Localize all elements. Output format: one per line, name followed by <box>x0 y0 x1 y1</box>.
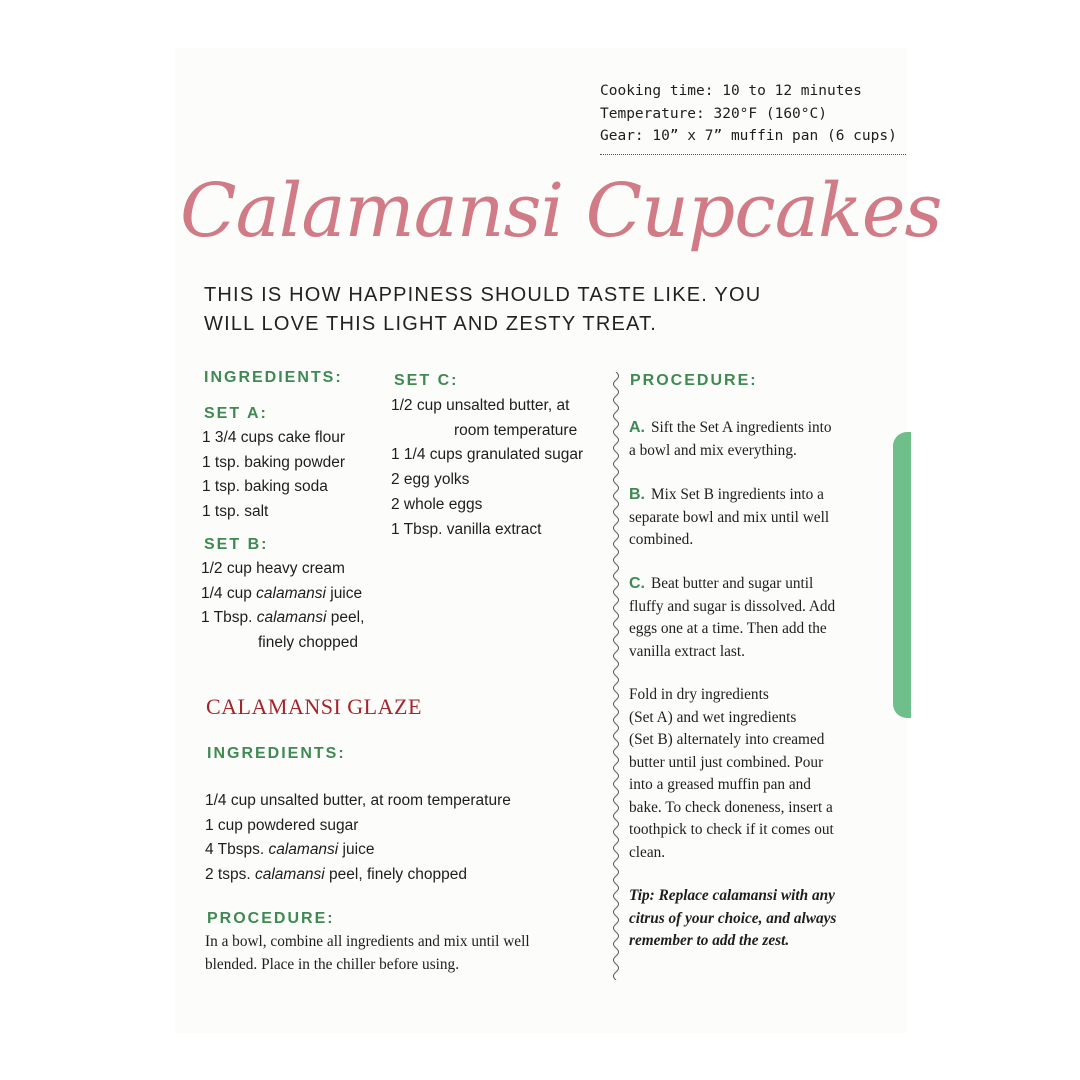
temperature: Temperature: 320°F (160°C) <box>600 105 827 122</box>
glaze-procedure <box>205 931 530 976</box>
tip-line: remember to add the zest. <box>629 932 790 949</box>
set-b-heading: SET B: <box>204 536 269 553</box>
glaze-ingredients-heading: INGREDIENTS: <box>207 745 346 762</box>
tip-line: Tip: Replace calamansi with any <box>629 887 835 904</box>
text: juice <box>338 841 375 859</box>
procedure-line: (Set A) and wet ingredients <box>629 708 797 726</box>
step-line <box>629 484 869 507</box>
italic-text: calamansi <box>254 866 325 884</box>
text: 2 tsps. <box>205 866 255 884</box>
step-line <box>629 573 869 596</box>
procedure-line: In a bowl, combine all ingredients and mix until well <box>205 933 530 950</box>
list-item-continuation: finely chopped <box>258 634 358 652</box>
step-line: combined. <box>629 531 694 548</box>
list-item: 2 egg yolks <box>391 471 470 489</box>
text: peel, finely chopped <box>324 866 467 884</box>
step-line: a bowl and mix everything. <box>629 441 797 459</box>
procedure-step-c <box>629 573 869 663</box>
list-item: 1 3/4 cups cake flour <box>202 429 346 446</box>
procedure-line: into a greased muffin pan and <box>629 776 811 793</box>
procedure-line: (Set B) alternately into creamed <box>629 731 825 748</box>
italic-text: calamansi <box>256 584 326 602</box>
list-item: 1/2 cup unsalted butter, at <box>391 397 570 414</box>
ingredients-heading: INGREDIENTS: <box>204 369 343 386</box>
recipe-tagline: THIS IS HOW HAPPINESS SHOULD TASTE LIKE. YOU WILL LOVE THIS LIGHT AND ZESTY TREAT. <box>204 284 762 335</box>
list-item: 2 whole eggs <box>391 495 483 513</box>
procedure-line: toothpick to check if it comes out <box>629 821 834 838</box>
page-tab-marker <box>893 432 911 718</box>
text: peel, <box>326 609 365 627</box>
step-line: separate bowl and mix until well <box>629 508 830 526</box>
procedure-tip <box>629 885 869 953</box>
list-item: 1 cup powdered sugar <box>205 816 359 834</box>
wavy-divider <box>610 372 622 980</box>
list-item-continuation: room temperature <box>454 421 578 439</box>
text: 4 Tbsps. <box>205 841 269 859</box>
text: 1/4 cup <box>201 584 257 602</box>
list-item <box>205 863 511 888</box>
list-item: 1/4 cup unsalted butter, at room temperature <box>205 792 511 809</box>
list-item: 1 Tbsp. vanilla extract <box>391 520 542 538</box>
glaze-ingredients-list <box>205 789 511 888</box>
set-a-list <box>202 426 345 525</box>
glaze-title: CALAMANSI GLAZE <box>206 694 422 719</box>
text: 1 Tbsp. <box>201 609 257 627</box>
procedure-heading: PROCEDURE: <box>630 372 758 389</box>
italic-text: calamansi <box>268 841 339 859</box>
list-item: 1 tsp. baking powder <box>202 453 346 471</box>
cooking-time: Cooking time: 10 to 12 minutes <box>600 83 862 99</box>
list-item: 1 1/4 cups granulated sugar <box>391 446 584 464</box>
procedure-line: bake. To check doneness, insert a <box>629 798 833 816</box>
text: Beat butter and sugar until <box>651 575 814 592</box>
procedure-fold <box>629 684 869 864</box>
text: Mix Set B ingredients into a <box>651 486 824 503</box>
step-line: eggs one at a time. Then add the <box>629 620 827 637</box>
set-c-list <box>391 394 583 542</box>
procedure-line: Fold in dry ingredients <box>629 686 769 703</box>
recipe-title: Calamansi Cupcakes <box>180 168 942 254</box>
set-a-heading: SET A: <box>204 405 268 422</box>
list-item <box>201 582 364 607</box>
list-item: 1 tsp. baking soda <box>202 478 328 496</box>
list-item <box>201 606 364 631</box>
text: juice <box>325 584 363 602</box>
italic-text: calamansi <box>256 609 327 627</box>
step-line <box>629 417 869 440</box>
recipe-meta <box>600 80 906 155</box>
glaze-procedure-heading: PROCEDURE: <box>207 910 335 927</box>
step-line: vanilla extract last. <box>629 642 745 660</box>
step-letter: C. <box>629 575 645 592</box>
tip-line: citrus of your choice, and always <box>629 909 837 927</box>
procedure-line: butter until just combined. Pour <box>629 753 824 771</box>
list-item: 1 tsp. salt <box>202 503 269 521</box>
procedure-step-a <box>629 417 869 462</box>
list-item <box>205 838 511 863</box>
text: Sift the Set A ingredients into <box>651 419 832 436</box>
procedure-step-b <box>629 484 869 552</box>
step-letter: B. <box>629 486 645 503</box>
procedure-line: clean. <box>629 843 666 861</box>
set-b-list <box>201 557 364 656</box>
gear: Gear: 10” x 7” muffin pan (6 cups) <box>600 128 897 144</box>
step-line: fluffy and sugar is dissolved. Add <box>629 597 836 615</box>
list-item: 1/2 cup heavy cream <box>201 560 345 577</box>
procedure-line: blended. Place in the chiller before using. <box>205 955 460 973</box>
step-letter: A. <box>629 419 645 436</box>
set-c-heading: SET C: <box>394 372 459 389</box>
